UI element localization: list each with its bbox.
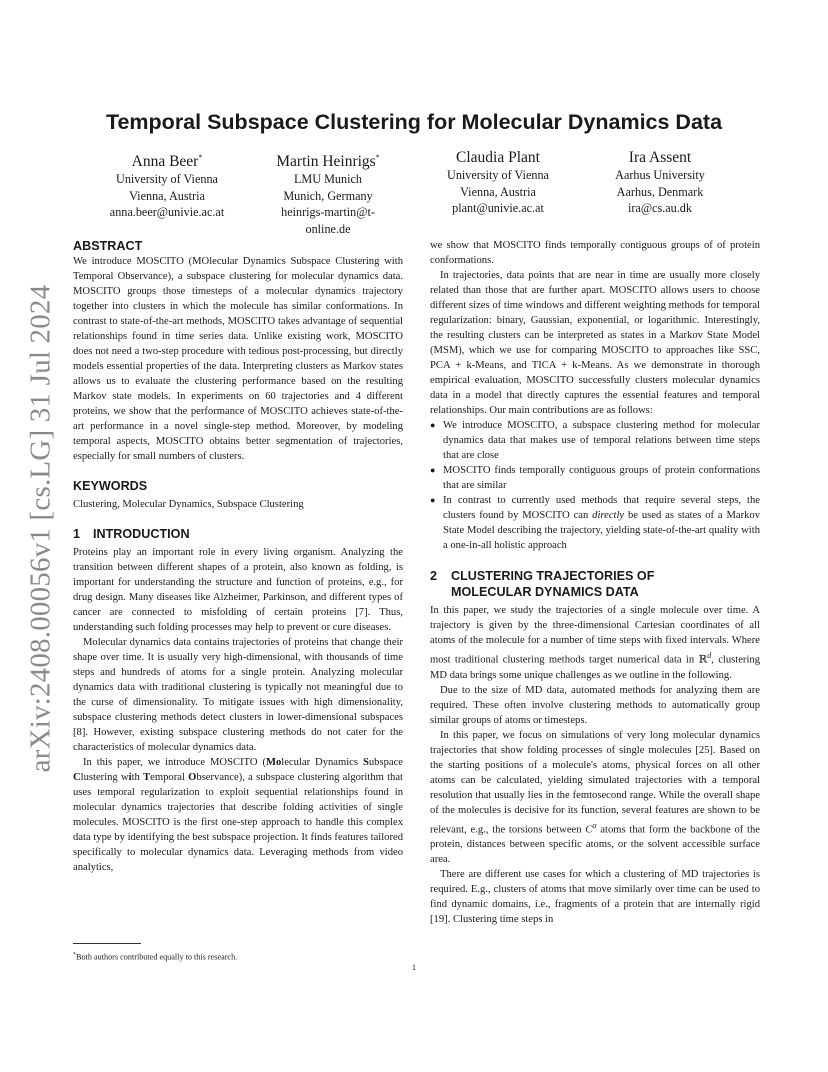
author-location: Aarhus, Denmark [616,184,704,199]
author-location: Vienna, Austria [129,188,205,203]
intro-paragraph: In this paper, we introduce MOSCITO (Molecular Dynamics Subspace Clustering with Temporal Observance), a subspace clustering algorithm that uses temporal regularization to exploit sequential relationships found in molecular dynamics trajectories that describe folding activities of single molecules. MOSCITO is the first one-step approach to handle this complex data type by identifying the best subspace projection. It finds features tailored specifically to molecular dynamics data. Leveraging methods from video analytics, [73,757,404,873]
author-email: plant@univie.ac.at [452,201,544,215]
paper-title: Temporal Subspace Clustering for Molecular Dynamics Data [105,110,723,134]
footnote-rule [73,943,141,944]
page-number: 1 [411,962,417,972]
left-column [73,238,403,875]
footnote: *Both authors contributed equally to this research. [73,952,238,962]
author-affiliation: Aarhus University [615,168,705,182]
author-affiliation: LMU Munich [293,172,363,187]
abstract-text: We introduce MOSCITO (MOlecular Dynamics Subspace Clustering with Temporal Observance), a subspace clustering for molecular dynamics data. MOSCITO groups those timesteps of a molecular dynamics trajectory together into clusters in which the molecule has similar conformations. In contrast to state-of-the-art methods, MOSCITO takes advantage of sequential relationships found in time series data. Unlike existing work, MOSCITO does not need a two-step procedure with tedious post-processing, but directly models essential properties of the data. Interpreting clusters as Markov states allows us to evaluate the clustering performance based on the resulting Markov state models. In experiments on 60 trajectories and 4 different proteins, we show that the performance of MOSCITO achieves state-of-the-art performance in a novel single-step method. Moreover, by modeling temporal aspects, MOSCITO obtains better segmentation of trajectories, especially for small numbers of clusters. [73,256,403,462]
author-name: Anna Beer [131,153,199,171]
author-block [92,149,242,221]
list-item: ● We introduce MOSCITO, a subspace clustering method for molecular dynamics data that makes use of temporal relations between time steps that are close [430,420,760,461]
author-block [258,149,398,237]
abstract-heading: ABSTRACT [73,239,143,253]
body-paragraph: In this paper, we study the trajectories of a single molecule over time. A trajectory is given by the three-dimensional Cartesian coordinates of all atoms of the molecule for a number of time steps with fixed intervals. Where most traditional clustering methods target numerical data in ℝ$^d$, clustering MD data brings some unique challenges as we outline in the following. [430,605,760,681]
body-paragraph: In trajectories, data points that are near in time are usually more closely related than those that are further apart. MOSCITO allows users to choose different sizes of time windows and different weighting methods for temporal regularization: binary, Gaussian, exponential, or logarithmic. Interestingly, the resulting clusters can be interpreted as states in a Markov State Model (MSM), which we use for comparing MOSCITO to approaches like SSC, PCA + k-Means, and TICA + k-Means. As we demonstrate in thorough empirical evaluation, MOSCITO successfully clusters molecular dynamics data in a model that directly captures the essential features and temporal relationships. Our main contributions are as follows: [430,270,760,416]
author-email: ira@cs.au.dk [627,201,692,215]
body-paragraph: In this paper, we focus on simulations of very long molecular dynamics trajectories that show folding processes of single molecules [25]. Based on the starting positions of a molecule's atoms, physical forces on all other atoms can be calculated, yielding simulated trajectories with a temporal resolution that usually lies in the femtosecond range. While the overall shape of the molecules is decisive for its function, several features are shown to be relevant, e.g., the torsions between $C^\alpha$ atoms that form the backbone of the protein, distances between specific atoms, or the solvent accessible surface area. [430,729,760,866]
author-name: Claudia Plant [456,149,540,166]
list-item: ● MOSCITO finds temporally contiguous groups of protein conformations that are similar [430,465,760,491]
author-name: Ira Assent [628,149,692,166]
author-email: heinrigs-martin@t- [281,205,375,220]
author-name: Martin Heinrigs [276,153,376,171]
body-paragraph: There are different use cases for which a clustering of MD trajectories is required. E.g., clusters of atoms that move similarly over time can be used to find dynamic domains, i.e., fragments of a protein that are internally rigid [19]. Clustering time steps in [430,869,760,926]
arxiv-stamp: arXiv:2408.00056v1 [cs.LG] 31 Jul 2024 [24,284,57,772]
author-affiliation: University of Vienna [116,172,218,187]
author-affiliation: University of Vienna [447,168,549,182]
introduction-heading: 1 INTRODUCTION [73,527,190,541]
author-mark: * [198,153,203,162]
intro-paragraph: Molecular dynamics data contains trajectories of proteins that change their shape over time. It is usually very high-dimensional, with thousands of time steps and hundreds of atoms for a single protein. Analyzing molecular dynamics data with traditional clustering is typically not meaningful due to the curse of dimensionality. To mitigate issues with high dimensionality, subspace clustering methods detect clusters in lower-dimensional subspaces [8]. However, existing subspace clustering methods do not cater for the characteristics of molecular dynamics data. [73,637,403,753]
right-column [430,238,760,927]
intro-paragraph: Proteins play an important role in every living organism. Analyzing the transition between different shapes of a protein, also known as folding, is important for understanding the structure and function of proteins, e.g., for drug design. Many diseases like Alzheimer, Parkinson, and different types of cancer are connected to misfolding of certain proteins [7]. Thus, understanding such folding processes may help to prevent or cure diseases. [73,547,403,633]
list-item: ● In contrast to currently used methods that require several steps, the clusters found by MOSCITO can directly be used as states of a Markov State Model describing the trajectory, yielding state-of-the-art quality with a one-in-all holistic approach [430,495,760,551]
author-email: anna.beer@univie.ac.at [109,205,225,220]
section-2-heading: 2 CLUSTERING TRAJECTORIES OF MOLECULAR DYNAMICS DATA [430,569,655,599]
body-paragraph: Due to the size of MD data, automated methods for analyzing them are required. These often involve clustering methods to automatically group similar groups of atoms or timesteps. [430,684,760,726]
keywords-heading: KEYWORDS [73,479,148,493]
author-location: Munich, Germany [283,188,373,203]
author-email-continued: online.de [305,221,351,236]
body-paragraph: we show that MOSCITO finds temporally contiguous groups of of protein conformations. [430,240,760,266]
author-location: Vienna, Austria [460,184,536,199]
author-block [590,149,730,217]
author-block [423,149,573,217]
footnote-area [73,943,403,963]
contribution-list [430,418,760,553]
author-mark: * [375,153,380,162]
keywords-text: Clustering, Molecular Dynamics, Subspace Clustering [73,499,304,510]
